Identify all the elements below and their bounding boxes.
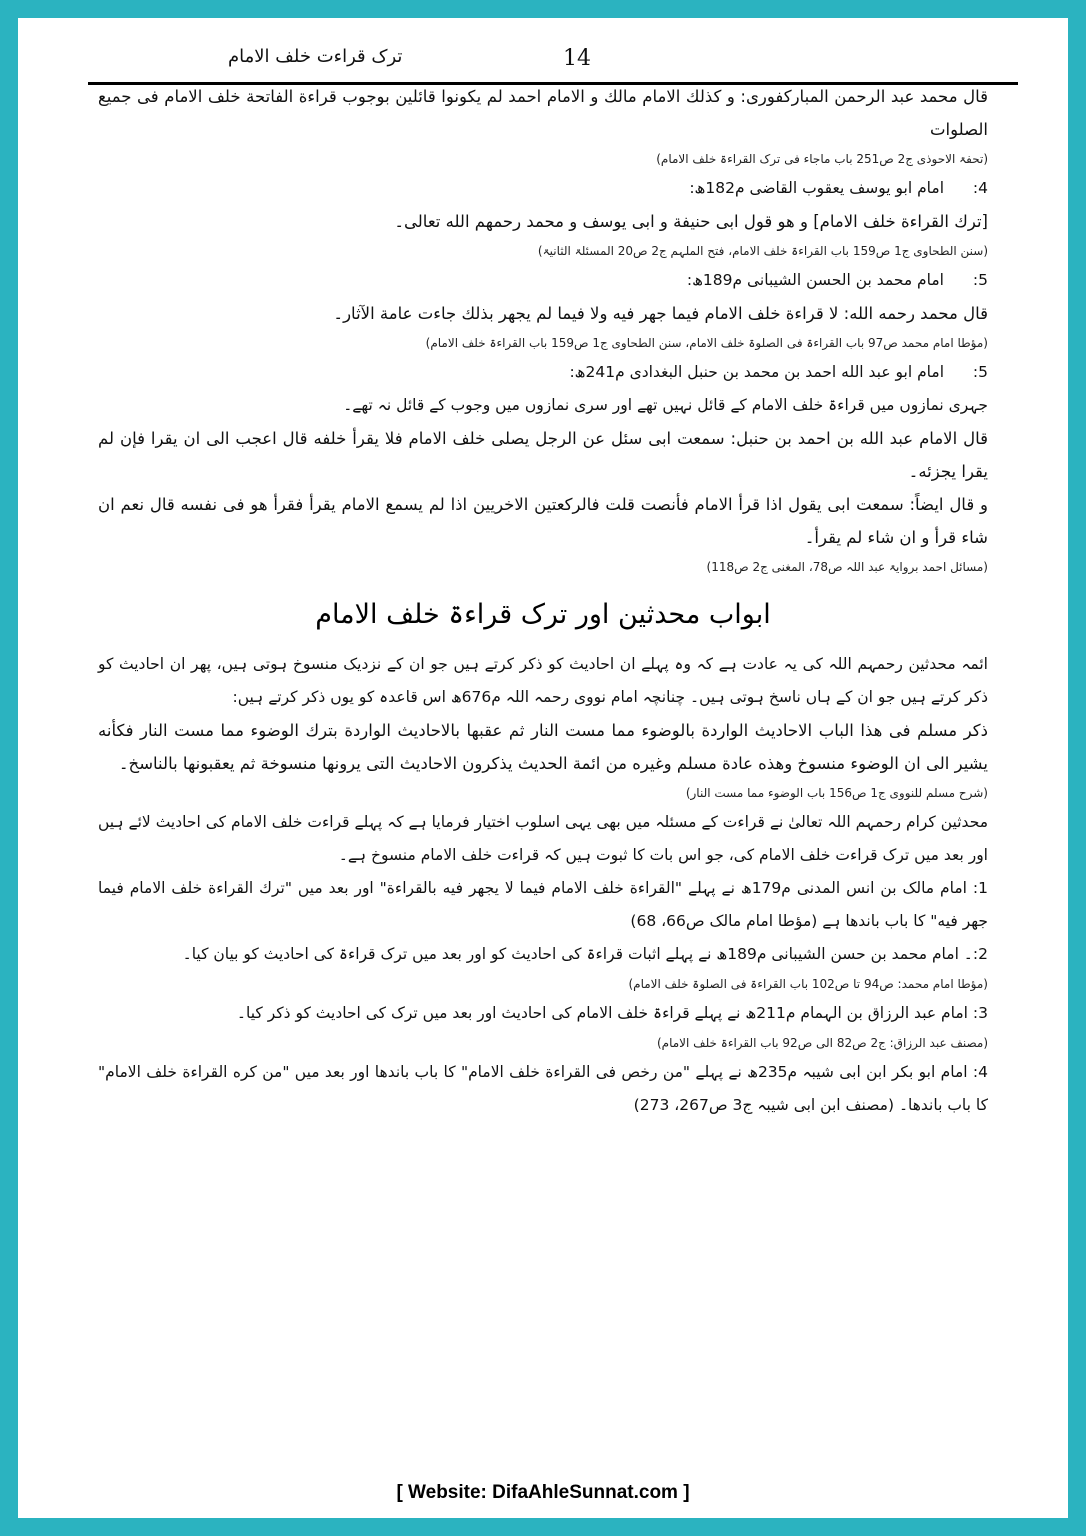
list-item-4: 4: امام ابو بکر ابن ابی شیبہ م235ھ نے پہلے "من رخص فی القراءة خلف الامام" کا باب باندھا اور بعد میں "من کره القراءة خلف الامام" کا باب باندھا۔ (مصنف ابن ابی شیبہ ج3 ص267، 273) bbox=[98, 1063, 988, 1114]
muhaddithin-paragraph: محدثین کرام رحمہم اللہ تعالیٰ نے قراءت کے مسئلہ میں بھی یہی اسلوب اختیار فرمایا ہے کہ پہلے قراءت خلف الامام کی احادیث لائے ہیں اور بعد میں ترک قراءت خلف الامام کی، جو اس بات کا ثبوت ہیں کہ قراءت خلف الامام منسوخ ہے۔ bbox=[98, 813, 988, 864]
item-5b-heading bbox=[98, 356, 988, 389]
item-5b-quote-2: و قال ایضاً: سمعت ابی یقول اذا قرأ الامام فأنصت قلت فالرکعتین الاخریین اذا لم یسمع الامام یقرأ فقرأ هو فی نفسه قال نعم ان شاء قرأ و ان شاء لم یقرأ۔ bbox=[98, 495, 988, 547]
list-item-3: 3: امام عبد الرزاق بن الہمام م211ھ نے پہلے قراءۃ خلف الامام کی احادیث اور بعد میں ترک کی احادیث کو ذکر کیا۔ bbox=[236, 1004, 988, 1022]
item-4-reference: (سنن الطحاوی ج1 ص159 باب القراءۃ خلف الامام، فتح الملہم ج2 ص20 المسئلۃ الثانیۃ) bbox=[537, 244, 988, 258]
document-page bbox=[18, 18, 1068, 1518]
section-title: ابواب محدثین اور ترک قراءۃ خلف الامام bbox=[315, 599, 771, 630]
list-item-3-reference: (مصنف عبد الرزاق: ج2 ص82 الی ص92 باب القراءۃ خلف الامام) bbox=[656, 1036, 988, 1050]
page-number: 14 bbox=[563, 46, 591, 71]
item-4-quote: [ترك القراءة خلف الامام] و هو قول ابی حنیفة و ابی یوسف و محمد رحمهم الله تعالی۔ bbox=[394, 212, 988, 231]
list-item-1: 1: امام مالک بن انس المدنی م179ھ نے پہلے "القراءة خلف الامام فیما لا یجهر فیه بالقراءة" اور بعد میں "ترك القراءة خلف الامام فیما جهر فیه" کا باب باندھا ہے (مؤطا امام مالک ص66، 68) bbox=[98, 879, 988, 930]
item-5b-reference: (مسائل احمد بروایۃ عبد اللہ ص78، المغنی ج2 ص118) bbox=[706, 560, 988, 574]
item-number: 5: bbox=[972, 271, 988, 289]
list-item-2: 2:۔ امام محمد بن حسن الشیبانی م189ھ نے پہلے اثبات قراءۃ کی احادیث کو اور بعد میں ترک قراءۃ کی احادیث کو بیان کیا۔ bbox=[182, 945, 988, 963]
reference-tuhfa: (تحفۃ الاحوذی ج2 ص251 باب ماجاء فی ترک القراءۃ خلف الامام) bbox=[656, 152, 988, 166]
item-5a-quote: قال محمد رحمه الله: لا قراءة خلف الامام فیما جهر فیه ولا فیما لم یجهر بذلك جاءت عامة الآثار۔ bbox=[333, 304, 988, 323]
item-4-heading bbox=[98, 172, 988, 205]
item-5a-reference: (مؤطا امام محمد ص97 باب القراءۃ فی الصلوۃ خلف الامام، سنن الطحاوی ج1 ص159 باب القراءۃ خلف الامام) bbox=[425, 336, 988, 350]
item-5b-urdu: جہری نمازوں میں قراءۃ خلف الامام کے قائل نہیں تھے اور سری نمازوں میں وجوب کے قائل نہ تھے۔ bbox=[343, 396, 988, 414]
item-heading-text: امام ابو یوسف یعقوب القاضی م182ھ: bbox=[689, 179, 944, 197]
item-5b-quote-1: قال الامام عبد الله بن احمد بن حنبل: سمعت ابی سئل عن الرجل یصلی خلف الامام فلا یقرأ خلفه قال اعجب الی ان یقرا فإن لم یقرا یجزئه۔ bbox=[98, 429, 988, 481]
item-heading-text: امام محمد بن الحسن الشیبانی م189ھ: bbox=[686, 271, 944, 289]
item-number: 4: bbox=[972, 179, 988, 197]
item-number: 5: bbox=[972, 363, 988, 381]
nawawi-quote: ذکر مسلم فی هذا الباب الاحادیث الواردة بالوضوء مما مست النار ثم عقبها بالاحادیث الواردة بترك الوضوء مما مست النار فكأنه یشیر الی ان الوضوء منسوخ وهذه عادة مسلم وغیره من ائمة الحدیث یذکرون الاحادیث التی یرونها منسوخة ثم یعقبونها بالناسخ۔ bbox=[98, 721, 988, 773]
header-title: ترک قراءت خلف الامام bbox=[228, 46, 403, 67]
item-5a-heading bbox=[98, 264, 988, 297]
page-header bbox=[88, 38, 1018, 85]
nawawi-reference: (شرح مسلم للنووی ج1 ص156 باب الوضوء مما مست النار) bbox=[685, 786, 988, 800]
section-intro: ائمہ محدثین رحمہم اللہ کی یہ عادت ہے کہ وہ پہلے ان احادیث کو ذکر کرتے ہیں جو ان کے نزدیک منسوخ ہوتی ہیں، پھر ان احادیث کو ذکر کرتے ہیں جو ان کے ہاں ناسخ ہوتی ہیں۔ چنانچہ امام نووی رحمہ اللہ م676ھ اس قاعدہ کو یوں ذکر کرتے ہیں: bbox=[98, 655, 988, 706]
item-heading-text: امام ابو عبد الله احمد بن محمد بن حنبل البغدادی م241ھ: bbox=[569, 363, 944, 381]
page-content bbox=[98, 80, 988, 1122]
paragraph-mubarakpuri: قال محمد عبد الرحمن المبارکفوری: و کذلك الامام مالك و الامام احمد لم یکونوا قائلین بوجوب قراءة الفاتحة خلف الامام فی جمیع الصلوات bbox=[98, 87, 988, 139]
list-item-2-reference: (مؤطا امام محمد: ص94 تا ص102 باب القراءۃ فی الصلوۃ خلف الامام) bbox=[628, 977, 988, 991]
website-footer: [ Website: DifaAhleSunnat.com ] bbox=[396, 1482, 690, 1503]
